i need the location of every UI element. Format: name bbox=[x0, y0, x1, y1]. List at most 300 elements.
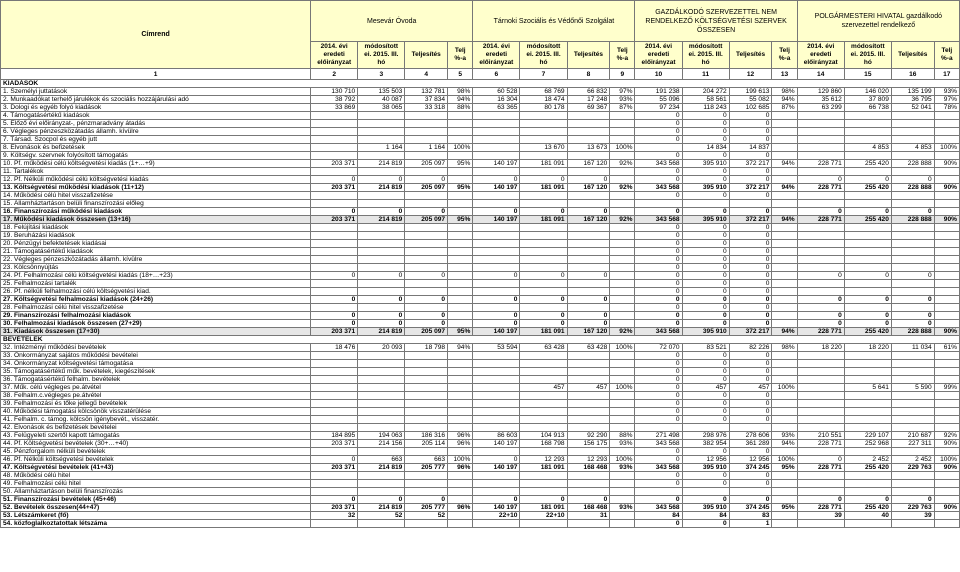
table-cell: 0 bbox=[797, 320, 844, 328]
table-cell bbox=[358, 360, 405, 368]
table-cell bbox=[405, 136, 448, 144]
table-cell bbox=[358, 376, 405, 384]
table-cell bbox=[520, 304, 567, 312]
row-label: 13. Költségvetési működési kiadások (11+12) bbox=[1, 184, 311, 192]
table-cell bbox=[797, 280, 844, 288]
table-cell: 372 217 bbox=[729, 184, 772, 192]
table-cell bbox=[311, 520, 358, 528]
table-cell bbox=[448, 488, 473, 496]
table-cell: 100% bbox=[934, 144, 959, 152]
table-cell bbox=[448, 152, 473, 160]
section-row bbox=[1, 336, 960, 344]
table-cell bbox=[358, 400, 405, 408]
table-cell bbox=[520, 288, 567, 296]
row-label: 46. Pf. Nélküli költségvetési bevételek bbox=[1, 456, 311, 464]
table-cell bbox=[448, 224, 473, 232]
table-cell bbox=[358, 264, 405, 272]
table-cell bbox=[520, 408, 567, 416]
table-cell: 18 220 bbox=[844, 344, 891, 352]
table-cell bbox=[844, 448, 891, 456]
table-cell: 0 bbox=[891, 272, 934, 280]
table-cell bbox=[610, 128, 635, 136]
table-cell bbox=[567, 168, 610, 176]
table-row bbox=[1, 128, 960, 136]
table-cell: 0 bbox=[635, 472, 682, 480]
table-cell bbox=[610, 480, 635, 488]
table-cell: 0 bbox=[473, 312, 520, 320]
table-cell bbox=[567, 264, 610, 272]
table-cell bbox=[358, 240, 405, 248]
row-label: 4. Támogatásértékű kiadások bbox=[1, 112, 311, 120]
table-cell: 52 041 bbox=[891, 104, 934, 112]
table-cell bbox=[448, 384, 473, 392]
subcol-header-0-1: módosított ei. 2015. III. hó bbox=[358, 42, 405, 69]
table-cell bbox=[891, 192, 934, 200]
table-cell: 95% bbox=[448, 184, 473, 192]
column-index: 4 bbox=[405, 69, 448, 80]
table-cell: 96% bbox=[448, 464, 473, 472]
table-cell: 66 832 bbox=[567, 88, 610, 96]
table-cell: 0 bbox=[358, 320, 405, 328]
table-cell bbox=[358, 480, 405, 488]
table-cell: 395 910 bbox=[682, 504, 729, 512]
table-cell: 0 bbox=[682, 112, 729, 120]
row-label: 11. Tartalékok bbox=[1, 168, 311, 176]
table-cell: 92% bbox=[610, 184, 635, 192]
table-cell bbox=[797, 392, 844, 400]
table-cell bbox=[610, 168, 635, 176]
table-cell bbox=[520, 480, 567, 488]
table-cell: 361 289 bbox=[729, 440, 772, 448]
table-cell: 0 bbox=[635, 112, 682, 120]
table-cell bbox=[844, 376, 891, 384]
table-cell bbox=[311, 424, 358, 432]
row-label: 43. Felügyeleti szertől kapott támogatás bbox=[1, 432, 311, 440]
table-cell: 228 771 bbox=[797, 464, 844, 472]
table-cell bbox=[358, 248, 405, 256]
table-cell bbox=[358, 408, 405, 416]
table-cell: 0 bbox=[729, 112, 772, 120]
table-cell: 194 063 bbox=[358, 432, 405, 440]
table-cell bbox=[473, 192, 520, 200]
column-index: 13 bbox=[772, 69, 797, 80]
table-cell: 663 bbox=[358, 456, 405, 464]
table-cell: 0 bbox=[682, 272, 729, 280]
table-cell bbox=[610, 408, 635, 416]
table-cell bbox=[772, 264, 797, 272]
table-cell: 0 bbox=[797, 496, 844, 504]
table-cell: 94% bbox=[772, 440, 797, 448]
table-cell: 0 bbox=[729, 192, 772, 200]
table-cell bbox=[405, 264, 448, 272]
table-cell bbox=[473, 232, 520, 240]
table-cell bbox=[891, 120, 934, 128]
table-cell bbox=[567, 112, 610, 120]
table-cell: 18 474 bbox=[520, 96, 567, 104]
table-cell: 94% bbox=[772, 184, 797, 192]
row-label: 39. Felhalmozási és tőke jellegű bevételek bbox=[1, 400, 311, 408]
table-cell: 343 568 bbox=[635, 504, 682, 512]
table-cell bbox=[448, 400, 473, 408]
table-cell: 205 097 bbox=[405, 216, 448, 224]
table-cell bbox=[405, 480, 448, 488]
table-cell: 0 bbox=[844, 272, 891, 280]
table-cell bbox=[473, 352, 520, 360]
table-cell: 181 091 bbox=[520, 504, 567, 512]
table-cell bbox=[772, 136, 797, 144]
table-cell: 33 318 bbox=[405, 104, 448, 112]
table-cell: 66 738 bbox=[844, 104, 891, 112]
table-cell bbox=[405, 288, 448, 296]
table-cell: 214 819 bbox=[358, 216, 405, 224]
table-cell bbox=[311, 448, 358, 456]
table-cell bbox=[311, 280, 358, 288]
table-cell bbox=[448, 368, 473, 376]
table-cell bbox=[567, 280, 610, 288]
table-cell: 95% bbox=[448, 160, 473, 168]
table-cell: 214 156 bbox=[358, 440, 405, 448]
table-cell: 0 bbox=[729, 368, 772, 376]
table-cell bbox=[610, 472, 635, 480]
table-cell bbox=[473, 288, 520, 296]
row-label: 31. Kiadások összesen (17+30) bbox=[1, 328, 311, 336]
table-cell bbox=[567, 256, 610, 264]
table-cell bbox=[797, 304, 844, 312]
table-cell bbox=[473, 384, 520, 392]
table-cell: 95% bbox=[772, 504, 797, 512]
subcol-header-1-1: módosított ei. 2015. III. hó bbox=[520, 42, 567, 69]
table-cell bbox=[844, 264, 891, 272]
table-cell bbox=[891, 304, 934, 312]
table-cell bbox=[473, 376, 520, 384]
table-cell: 184 895 bbox=[311, 432, 358, 440]
table-cell bbox=[610, 424, 635, 432]
table-cell: 168 468 bbox=[567, 464, 610, 472]
table-cell: 205 097 bbox=[405, 160, 448, 168]
table-cell: 0 bbox=[729, 208, 772, 216]
table-cell: 0 bbox=[729, 128, 772, 136]
table-cell bbox=[405, 368, 448, 376]
table-cell bbox=[567, 416, 610, 424]
table-cell: 255 420 bbox=[844, 328, 891, 336]
table-cell: 0 bbox=[682, 192, 729, 200]
table-cell: 0 bbox=[635, 408, 682, 416]
table-cell bbox=[934, 208, 959, 216]
table-cell: 130 710 bbox=[311, 88, 358, 96]
row-label: 1. Személyi juttatások bbox=[1, 88, 311, 96]
subcol-header-3-3: Telj %-a bbox=[934, 42, 959, 69]
table-row bbox=[1, 464, 960, 472]
table-cell bbox=[358, 152, 405, 160]
table-cell bbox=[891, 264, 934, 272]
table-cell bbox=[610, 280, 635, 288]
table-cell bbox=[891, 376, 934, 384]
subcol-header-1-0: 2014. évi eredeti előirányzat bbox=[473, 42, 520, 69]
table-cell: 374 245 bbox=[729, 504, 772, 512]
table-cell: 0 bbox=[844, 208, 891, 216]
table-cell bbox=[844, 520, 891, 528]
table-cell: 1 bbox=[729, 520, 772, 528]
table-cell bbox=[520, 232, 567, 240]
table-cell: 181 091 bbox=[520, 216, 567, 224]
table-cell bbox=[311, 144, 358, 152]
table-cell: 0 bbox=[311, 296, 358, 304]
table-cell bbox=[610, 272, 635, 280]
table-cell bbox=[797, 472, 844, 480]
table-cell: 0 bbox=[311, 176, 358, 184]
table-cell: 0 bbox=[635, 248, 682, 256]
table-cell bbox=[891, 424, 934, 432]
table-cell: 140 197 bbox=[473, 464, 520, 472]
table-cell: 214 819 bbox=[358, 328, 405, 336]
table-cell bbox=[729, 424, 772, 432]
table-cell bbox=[682, 424, 729, 432]
table-cell: 0 bbox=[891, 296, 934, 304]
table-cell bbox=[405, 400, 448, 408]
table-cell bbox=[311, 408, 358, 416]
table-row bbox=[1, 248, 960, 256]
table-cell: 0 bbox=[729, 168, 772, 176]
table-cell: 0 bbox=[311, 456, 358, 464]
table-cell: 37 809 bbox=[844, 96, 891, 104]
row-label: 27. Költségvetési felhalmozási kiadások (24+26) bbox=[1, 296, 311, 304]
table-cell: 203 371 bbox=[311, 160, 358, 168]
table-cell: 100% bbox=[610, 456, 635, 464]
table-cell: 0 bbox=[473, 320, 520, 328]
subcol-header-0-0: 2014. évi eredeti előirányzat bbox=[311, 42, 358, 69]
table-cell: 0 bbox=[844, 496, 891, 504]
table-cell: 0 bbox=[729, 224, 772, 232]
table-cell bbox=[405, 256, 448, 264]
table-cell bbox=[891, 280, 934, 288]
table-row bbox=[1, 256, 960, 264]
table-cell bbox=[610, 376, 635, 384]
table-cell bbox=[448, 408, 473, 416]
table-cell: 0 bbox=[682, 416, 729, 424]
table-cell bbox=[610, 520, 635, 528]
table-cell: 0 bbox=[473, 208, 520, 216]
table-row bbox=[1, 368, 960, 376]
table-cell bbox=[567, 352, 610, 360]
table-cell: 0 bbox=[567, 496, 610, 504]
table-cell: 0 bbox=[797, 312, 844, 320]
table-cell bbox=[844, 136, 891, 144]
table-cell: 214 819 bbox=[358, 160, 405, 168]
row-label: 34. Önkormányzat költségvetési támogatása bbox=[1, 360, 311, 368]
table-cell: 88% bbox=[448, 104, 473, 112]
table-cell: 372 217 bbox=[729, 216, 772, 224]
table-cell: 0 bbox=[635, 360, 682, 368]
subcol-header-1-3: Telj %-a bbox=[610, 42, 635, 69]
row-label: 8. Elvonások és befizetések bbox=[1, 144, 311, 152]
table-cell: 0 bbox=[682, 520, 729, 528]
table-cell bbox=[844, 360, 891, 368]
table-cell: 40 bbox=[844, 512, 891, 520]
table-cell: 0 bbox=[729, 296, 772, 304]
table-cell: 0 bbox=[682, 152, 729, 160]
table-cell bbox=[358, 112, 405, 120]
table-cell bbox=[405, 120, 448, 128]
table-cell: 0 bbox=[682, 408, 729, 416]
table-cell bbox=[610, 312, 635, 320]
table-cell bbox=[473, 120, 520, 128]
table-cell bbox=[311, 256, 358, 264]
table-cell bbox=[311, 192, 358, 200]
row-label: 10. Pf. működési célú költségvetési kiadás (1+…+9) bbox=[1, 160, 311, 168]
table-cell bbox=[448, 200, 473, 208]
table-cell: 205 777 bbox=[405, 464, 448, 472]
table-cell: 14 837 bbox=[729, 144, 772, 152]
table-cell: 0 bbox=[405, 208, 448, 216]
table-cell: 96% bbox=[448, 504, 473, 512]
table-cell bbox=[448, 376, 473, 384]
table-cell bbox=[772, 352, 797, 360]
table-cell: 0 bbox=[311, 272, 358, 280]
table-cell bbox=[520, 416, 567, 424]
table-cell: 61% bbox=[934, 344, 959, 352]
table-cell bbox=[405, 448, 448, 456]
table-cell bbox=[891, 400, 934, 408]
table-cell: 53 594 bbox=[473, 344, 520, 352]
table-cell bbox=[448, 192, 473, 200]
table-cell bbox=[844, 112, 891, 120]
table-cell bbox=[311, 232, 358, 240]
table-cell bbox=[448, 208, 473, 216]
table-cell: 0 bbox=[635, 224, 682, 232]
table-cell bbox=[891, 288, 934, 296]
table-cell: 14 834 bbox=[682, 144, 729, 152]
row-label: 15. Államháztartáson belüli finanszírozási előleg bbox=[1, 200, 311, 208]
table-row bbox=[1, 376, 960, 384]
table-cell: 0 bbox=[567, 272, 610, 280]
table-cell bbox=[772, 120, 797, 128]
table-row bbox=[1, 160, 960, 168]
table-row bbox=[1, 480, 960, 488]
table-cell: 18 798 bbox=[405, 344, 448, 352]
table-cell: 0 bbox=[682, 320, 729, 328]
table-cell bbox=[772, 288, 797, 296]
table-cell bbox=[797, 264, 844, 272]
table-cell bbox=[797, 128, 844, 136]
table-cell: 18 220 bbox=[797, 344, 844, 352]
table-cell bbox=[473, 472, 520, 480]
table-cell bbox=[405, 304, 448, 312]
table-cell bbox=[405, 112, 448, 120]
table-cell: 457 bbox=[520, 384, 567, 392]
table-cell bbox=[448, 248, 473, 256]
table-cell: 0 bbox=[844, 296, 891, 304]
table-cell bbox=[772, 408, 797, 416]
table-cell: 228 771 bbox=[797, 440, 844, 448]
table-cell: 0 bbox=[844, 320, 891, 328]
table-cell: 63 428 bbox=[567, 344, 610, 352]
table-cell bbox=[405, 488, 448, 496]
table-cell: 94% bbox=[772, 160, 797, 168]
table-cell bbox=[567, 360, 610, 368]
table-cell bbox=[797, 352, 844, 360]
table-cell: 203 371 bbox=[311, 328, 358, 336]
column-index: 17 bbox=[934, 69, 959, 80]
column-index: 15 bbox=[844, 69, 891, 80]
table-cell bbox=[448, 256, 473, 264]
table-cell bbox=[405, 352, 448, 360]
table-cell bbox=[405, 416, 448, 424]
column-index: 5 bbox=[448, 69, 473, 80]
table-cell bbox=[934, 168, 959, 176]
table-cell: 0 bbox=[635, 296, 682, 304]
table-cell: 228 888 bbox=[891, 184, 934, 192]
table-cell: 228 888 bbox=[891, 160, 934, 168]
table-cell bbox=[311, 112, 358, 120]
table-cell bbox=[567, 400, 610, 408]
table-cell bbox=[567, 120, 610, 128]
table-cell bbox=[610, 224, 635, 232]
table-cell bbox=[844, 240, 891, 248]
table-cell bbox=[473, 112, 520, 120]
table-cell bbox=[473, 224, 520, 232]
table-cell: 0 bbox=[311, 320, 358, 328]
table-cell: 278 606 bbox=[729, 432, 772, 440]
table-cell bbox=[448, 320, 473, 328]
table-cell: 0 bbox=[729, 480, 772, 488]
table-cell bbox=[772, 376, 797, 384]
table-cell: 214 819 bbox=[358, 504, 405, 512]
table-cell bbox=[797, 480, 844, 488]
table-cell: 90% bbox=[934, 216, 959, 224]
table-cell: 167 120 bbox=[567, 216, 610, 224]
table-cell: 0 bbox=[405, 496, 448, 504]
table-cell bbox=[311, 416, 358, 424]
table-cell bbox=[567, 472, 610, 480]
table-cell bbox=[934, 232, 959, 240]
table-cell: 457 bbox=[682, 384, 729, 392]
row-label: 2. Munkaadókat terhelő járulékok és szociális hozzájárulási adó bbox=[1, 96, 311, 104]
table-cell bbox=[610, 416, 635, 424]
table-row bbox=[1, 88, 960, 96]
table-cell: 55 082 bbox=[729, 96, 772, 104]
table-row bbox=[1, 152, 960, 160]
table-cell bbox=[797, 192, 844, 200]
table-cell bbox=[891, 168, 934, 176]
table-cell bbox=[772, 472, 797, 480]
table-cell: 0 bbox=[358, 312, 405, 320]
table-cell: 0 bbox=[682, 472, 729, 480]
table-cell: 92 290 bbox=[567, 432, 610, 440]
table-cell bbox=[473, 368, 520, 376]
table-cell: 0 bbox=[635, 280, 682, 288]
table-cell: 98% bbox=[772, 344, 797, 352]
row-label: 40. Működési támogatási kölcsönök visszatérülése bbox=[1, 408, 311, 416]
table-cell bbox=[448, 136, 473, 144]
table-cell: 82 226 bbox=[729, 344, 772, 352]
table-cell bbox=[520, 280, 567, 288]
table-cell bbox=[405, 192, 448, 200]
table-cell: 0 bbox=[635, 320, 682, 328]
table-cell: 203 371 bbox=[311, 184, 358, 192]
table-cell: 95% bbox=[448, 328, 473, 336]
table-cell bbox=[405, 224, 448, 232]
table-cell bbox=[311, 488, 358, 496]
subcol-header-0-2: Teljesítés bbox=[405, 42, 448, 69]
column-index: 1 bbox=[1, 69, 311, 80]
table-cell: 227 311 bbox=[891, 440, 934, 448]
table-cell bbox=[797, 112, 844, 120]
subcol-header-2-0: 2014. évi eredeti előirányzat bbox=[635, 42, 682, 69]
table-cell bbox=[844, 256, 891, 264]
table-cell: 0 bbox=[520, 176, 567, 184]
table-cell bbox=[844, 168, 891, 176]
table-cell: 96% bbox=[448, 440, 473, 448]
